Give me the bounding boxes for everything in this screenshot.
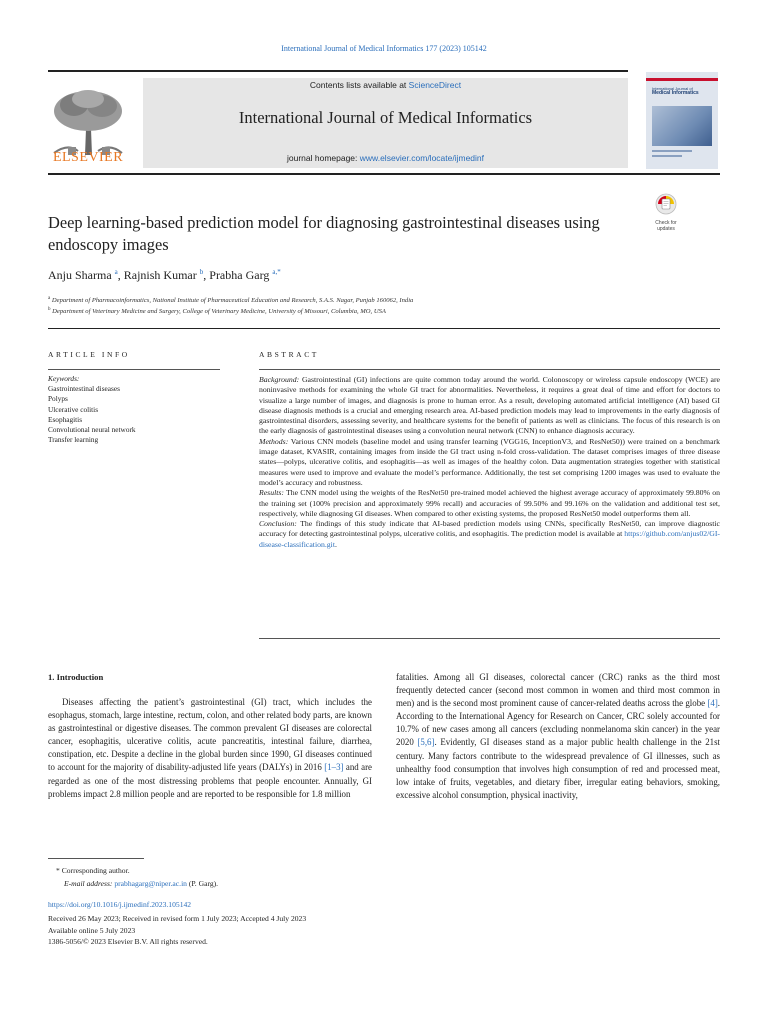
email-owner: (P. Garg). — [186, 879, 219, 888]
abstract-end-rule — [259, 638, 720, 639]
abstract-conclusion — [259, 519, 720, 550]
homepage-link[interactable]: www.elsevier.com/locate/ijmedinf — [359, 153, 485, 163]
contents-line — [143, 80, 628, 90]
contents-prefix: Contents lists available at — [309, 80, 409, 90]
abstract-text: The findings of this study indicate that AI-based prediction models using CNNs, specifically ResNet50, can improve diagnostic accuracy for detecting gastrointestinal polyps, ulcerative colitis, and esophagitis. The prediction model is available at — [259, 519, 720, 539]
available-online: Available online 5 July 2023 — [48, 925, 136, 935]
affiliation-marker: a — [48, 296, 51, 301]
author-name[interactable]: Anju Sharma — [48, 268, 112, 282]
github-link[interactable]: https://github.com/anjus02/GI-disease-classification.git — [259, 529, 720, 549]
check-for-updates-icon — [654, 193, 678, 215]
citation-link[interactable]: [5,6] — [417, 737, 435, 748]
author-affiliation-marker[interactable]: a,* — [272, 268, 281, 276]
abstract-text-end: . — [334, 539, 337, 549]
copyright: 1386-5056/© 2023 Elsevier B.V. All rights reserved. — [48, 937, 208, 946]
cover-title-line1: International Journal of — [652, 86, 693, 91]
abstract-text: The CNN model using the weights of the ResNet50 pre-trained model achieved the highest average accuracy of approximately 99.80% on the training set (100% precision and approximately 99% recall) and accuracies of 99.50% and 99.16% on the validation and additional test set, respectively, while diagnosing GI diseases. When compared to other existing systems, the proposed ResNet50 model outperforms them all. — [259, 488, 720, 518]
affiliation — [48, 296, 413, 304]
journal-cover-thumbnail[interactable] — [646, 72, 718, 169]
badge-line1: Check for — [655, 220, 677, 226]
masthead-top-rule — [48, 70, 628, 72]
author-name[interactable]: Rajnish Kumar — [123, 268, 197, 282]
keywords-block — [48, 374, 220, 445]
abstract-label: Results: — [259, 488, 284, 498]
affiliation-text: Department of Pharmacoinformatics, National Institute of Pharmaceutical Education and Research, S.A.S. Nagar, Punjab 160062, India — [51, 297, 414, 305]
author-affiliation-marker[interactable]: a — [114, 268, 118, 276]
abstract-text: Gastrointestinal (GI) infections are quite common today around the world. Colonoscopy or wireless capsule endoscopy (WCE) are noninvasive methods for examining the whole GI tract for abnormalities. Nevertheless, it requires a great deal of time and effort for doctors to visualize a large number of images, and diagnosis is prone to human error. As a result, developing automated artificial intelligence (AI) based GI disease diagnosis methods is a crucial and emerging research area. AI-based prediction models may lead to improvements in the early diagnosis of gastrointestinal disorders, assessing severity, and healthcare systems for the benefit of patients as well as clinicians. The focus of this research is on the early diagnosis of gastrointestinal diseases using a convolution neural network (CNN) to enhance diagnosis accuracy. — [259, 375, 721, 436]
abstract-label: Background: — [259, 375, 300, 384]
keyword-item: Polyps — [48, 394, 68, 404]
body-text: and are regarded as one of the most distressing problems that people encounter. Annually, GI problems impact 2.8 million people and are reported to be responsible for 1.8 million — [48, 762, 372, 799]
affiliation — [48, 307, 386, 315]
footnotes — [48, 864, 448, 890]
abstract-text: Various CNN models (baseline model and using transfer learning (VGG16, InceptionV3, and ResNet50)) were trained on a benchmark image dataset, KVASIR, containing images from inside the GI tract using n-fold cross-validation. The dataset comprises images of three disease states—polyps, ulcerative colitis, and esophagitis—as well as images of the healthy colon. Data augmentation strategies together with statistical measures were used to improve and evaluate the model’s performance. Additionally, the test set comprising 1200 images was used to evaluate the model’s accuracy and robustness. — [259, 436, 720, 487]
abstract-heading: ABSTRACT — [259, 350, 319, 359]
body-column-right — [396, 671, 720, 802]
footnote-rule — [48, 858, 144, 859]
email-label: E-mail address: — [64, 879, 115, 888]
keyword-item: Ulcerative colitis — [48, 404, 99, 414]
body-paragraph — [48, 696, 372, 801]
article-info-heading: ARTICLE INFO — [48, 350, 130, 359]
journal-homepage-line — [143, 153, 628, 163]
body-text: Diseases affecting the patient’s gastrointestinal (GI) tract, which includes the esophagus, stomach, large intestine, rectum, colon, and other related body parts, are known as gastrointestinal or digestive diseases. The common prevalent GI diseases are colorectal cancer, esophagitis, ulcerative colitis, acute pancreatitis, intestinal failure, diarrhea, constipation, etc. Despite a decline in the global burden since 1990, GI diseases continued to account for the majority of disability-adjusted life years (DALYs) in 2016 — [48, 697, 372, 773]
author-list: Anju Sharma $^a$, Rajnish Kumar $^b$, Prabha Garg $^{a,*}$ — [48, 268, 281, 282]
email-link[interactable]: prabhagarg@niper.ac.in — [114, 879, 187, 888]
body-paragraph — [396, 671, 720, 802]
affiliation-marker: b — [48, 307, 51, 312]
abstract-methods — [259, 437, 720, 488]
abstract-results — [259, 488, 720, 519]
citation-link[interactable]: [4] — [707, 698, 718, 709]
section-heading-introduction: 1. Introduction — [48, 672, 104, 682]
badge-line2: updates — [657, 226, 675, 232]
keyword-item: Transfer learning — [48, 435, 99, 445]
body-text: . According to the International Agency for Research on Cancer, CRC solely accounted for 10.7% of new cases among all cancers (excluding nonmelanoma skin cancer) in the year 2020 — [396, 698, 720, 748]
doi-link[interactable]: https://doi.org/10.1016/j.ijmedinf.2023.105142 — [48, 900, 192, 909]
front-matter-rule — [48, 328, 720, 329]
abstract-background — [259, 375, 720, 437]
journal-title: International Journal of Medical Informatics — [238, 108, 533, 127]
cover-title-line2: Medical Informatics — [652, 90, 699, 96]
running-head[interactable]: International Journal of Medical Informatics 177 (2023) 105142 — [281, 44, 487, 53]
body-text: . Evidently, GI diseases stand as a major public health challenge in the 21st century. Many factors contribute to the widespread prevalence of GI illnesses, such as unhealthy food consumption that involves high consumption of red and processed meat, low intake of fruits, vegetables, and dietary fiber, irregular eating behaviors, smoking, excessive alcohol consumption, physical inactivity, — [396, 737, 721, 800]
check-for-updates-badge[interactable] — [648, 193, 684, 231]
received-dates: Received 26 May 2023; Received in revised form 1 July 2023; Accepted 4 July 2023 — [48, 914, 307, 923]
body-text: fatalities. Among all GI diseases, colorectal cancer (CRC) ranks as the third most frequently detected cancer (second most common in women and third most common in men) and is the second most prominent cause of cancer-related deaths across the globe — [396, 672, 720, 709]
keyword-item: Convolutional neural network — [48, 425, 136, 435]
abstract-body — [259, 375, 720, 550]
abstract-rule — [259, 369, 720, 370]
keywords-label: Keywords: — [48, 374, 80, 383]
body-column-left — [48, 696, 372, 801]
article-info-rule — [48, 369, 220, 370]
corresponding-author-note: * Corresponding author. — [56, 866, 130, 875]
abstract-label: Conclusion: — [259, 519, 297, 529]
keyword-item: Gastrointestinal diseases — [48, 384, 120, 394]
article-history — [48, 913, 306, 948]
author-name[interactable]: Prabha Garg — [209, 268, 270, 282]
abstract-label: Methods: — [259, 436, 289, 446]
sciencedirect-link[interactable]: ScienceDirect — [408, 80, 462, 90]
affiliation-text: Department of Veterinary Medicine and Surgery, College of Veterinary Medicine, University of Missouri, Columbia, MO, USA — [52, 308, 386, 316]
citation-link[interactable]: [1–3] — [324, 762, 344, 773]
author-affiliation-marker[interactable]: b — [199, 268, 204, 276]
elsevier-wordmark: ELSEVIER — [52, 150, 124, 165]
keyword-item: Esophagitis — [48, 414, 83, 424]
article-title: Deep learning-based prediction model for diagnosing gastrointestinal diseases using endoscopy images — [48, 213, 600, 254]
homepage-prefix: journal homepage: — [286, 153, 360, 163]
email-line — [48, 877, 448, 890]
masthead-bottom-rule — [48, 173, 720, 175]
